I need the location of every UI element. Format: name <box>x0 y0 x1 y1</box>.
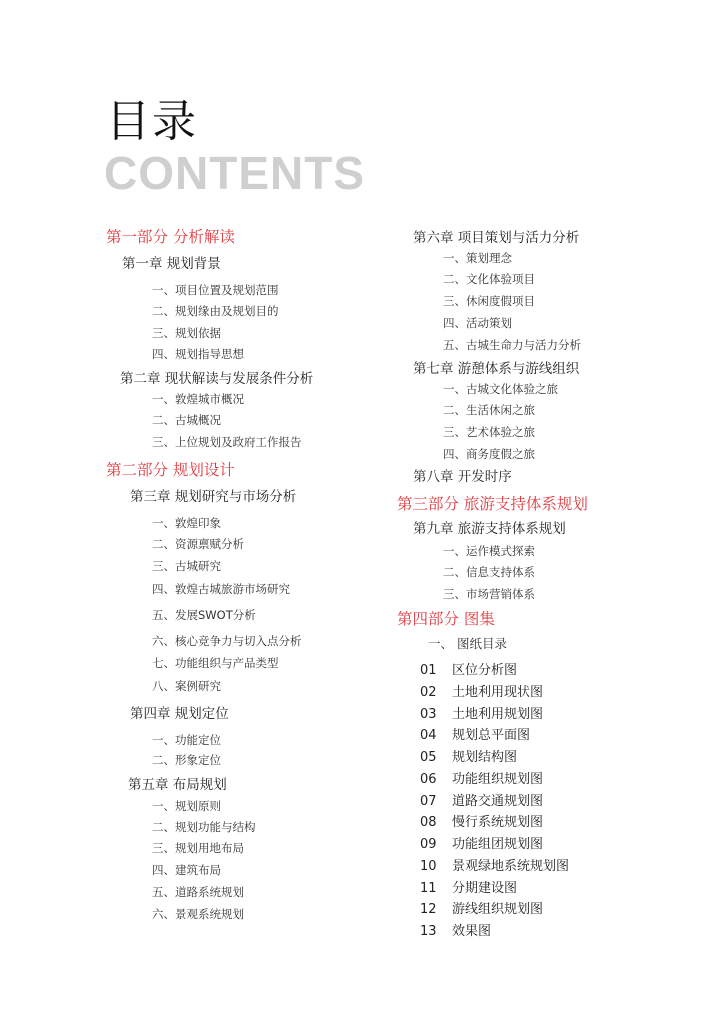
plate-number: 03 <box>420 706 437 722</box>
section-item: 三、休闲度假项目 <box>443 294 535 308</box>
chapter-heading: 第五章 布局规划 <box>128 777 227 793</box>
plate-label: 土地利用规划图 <box>452 706 544 722</box>
plate-label: 土地利用现状图 <box>452 684 544 700</box>
plate-label: 规划总平面图 <box>452 728 531 744</box>
plate-item <box>420 664 517 677</box>
plate-label: 规划结构图 <box>452 750 518 765</box>
section-item: 三、市场营销体系 <box>443 587 535 601</box>
plate-number: 13 <box>420 924 437 939</box>
plate-number: 09 <box>420 837 437 852</box>
plate-number: 05 <box>420 750 437 765</box>
plate-number: 04 <box>420 728 437 744</box>
section-item: 四、建筑布局 <box>152 863 221 877</box>
plate-label: 景观绿地系统规划图 <box>452 858 570 874</box>
section-item: 四、活动策划 <box>443 316 512 330</box>
subsection-heading: 一、 图纸目录 <box>428 636 507 651</box>
section-item: 三、古城研究 <box>152 559 221 573</box>
plate-number: 02 <box>420 684 437 700</box>
section-item: 二、信息支持体系 <box>443 565 535 579</box>
plate-number: 06 <box>420 771 437 787</box>
part-heading: 第二部分 规划设计 <box>106 461 235 479</box>
section-item: 五、道路系统规划 <box>152 885 244 899</box>
plate-label: 功能组团规划图 <box>452 837 544 852</box>
section-item: 三、规划用地布局 <box>152 841 244 855</box>
plate-item <box>420 686 543 699</box>
plate-item <box>420 882 517 895</box>
chapter-heading: 第二章 现状解读与发展条件分析 <box>120 371 314 387</box>
plate-number: 12 <box>420 902 437 918</box>
section-item: 三、规划依据 <box>152 326 221 340</box>
plate-label: 慢行系统规划图 <box>452 815 544 831</box>
plate-label: 功能组织规划图 <box>452 771 544 787</box>
plate-number: 08 <box>420 815 437 831</box>
section-item: 四、商务度假之旅 <box>443 447 535 461</box>
plate-number: 10 <box>420 858 437 874</box>
plate-item <box>420 751 517 764</box>
section-item: 二、资源禀赋分析 <box>152 537 244 551</box>
plate-label: 区位分析图 <box>452 663 518 678</box>
plate-number: 07 <box>420 793 437 809</box>
section-item: 二、古城概况 <box>152 413 221 427</box>
section-item: 六、核心竞争力与切入点分析 <box>152 634 302 648</box>
section-item: 一、功能定位 <box>152 733 221 747</box>
section-item: 一、规划原则 <box>152 799 221 813</box>
section-item: 二、规划功能与结构 <box>152 820 256 834</box>
plate-item <box>420 860 569 873</box>
page-title: 目录 <box>106 96 198 147</box>
section-item: 一、古城文化体验之旅 <box>443 382 558 396</box>
section-item: 五、古城生命力与活力分析 <box>443 338 581 352</box>
section-item: 二、文化体验项目 <box>443 272 535 286</box>
chapter-heading: 第一章 规划背景 <box>122 256 221 272</box>
plate-number: 11 <box>420 880 437 896</box>
plate-number: 01 <box>420 663 437 678</box>
chapter-heading: 第八章 开发时序 <box>413 469 512 485</box>
section-item: 四、敦煌古城旅游市场研究 <box>152 582 290 596</box>
section-item: 二、形象定位 <box>152 753 221 767</box>
section-item: 一、运作模式探索 <box>443 544 535 558</box>
section-item: 八、案例研究 <box>152 679 221 693</box>
section-item: 二、规划缘由及规划目的 <box>152 304 279 318</box>
chapter-heading: 第四章 规划定位 <box>130 706 229 722</box>
section-item: 三、艺术体验之旅 <box>443 425 535 439</box>
section-item: 五、发展SWOT分析 <box>152 608 256 622</box>
section-item: 一、敦煌印象 <box>152 516 221 530</box>
section-item: 三、上位规划及政府工作报告 <box>152 435 302 449</box>
chapter-heading: 第三章 规划研究与市场分析 <box>130 489 297 505</box>
section-item: 一、项目位置及规划范围 <box>152 283 279 297</box>
plate-item <box>420 925 491 938</box>
chapter-heading: 第九章 旅游支持体系规划 <box>413 521 566 537</box>
section-item: 六、景观系统规划 <box>152 907 244 921</box>
part-heading: 第三部分 旅游支持体系规划 <box>397 495 588 513</box>
plate-item <box>420 903 543 916</box>
plate-item <box>420 816 543 829</box>
plate-label: 道路交通规划图 <box>452 793 544 809</box>
plate-item <box>420 838 543 851</box>
section-item: 一、策划理念 <box>443 251 512 265</box>
chapter-heading: 第七章 游憩体系与游线组织 <box>413 361 580 377</box>
plate-label: 效果图 <box>452 924 492 939</box>
plate-item <box>420 795 543 808</box>
plate-item <box>420 773 543 786</box>
part-heading: 第四部分 图集 <box>397 610 495 628</box>
plate-item <box>420 708 543 721</box>
plate-item <box>420 729 530 742</box>
section-item: 二、生活休闲之旅 <box>443 403 535 417</box>
section-item: 四、规划指导思想 <box>152 347 244 361</box>
section-item: 七、功能组织与产品类型 <box>152 656 279 670</box>
section-item: 一、敦煌城市概况 <box>152 392 244 406</box>
plate-label: 游线组织规划图 <box>452 902 544 918</box>
chapter-heading: 第六章 项目策划与活力分析 <box>413 230 580 246</box>
plate-label: 分期建设图 <box>452 880 518 896</box>
page-subtitle: CONTENTS <box>104 147 365 199</box>
part-heading: 第一部分 分析解读 <box>106 228 235 246</box>
